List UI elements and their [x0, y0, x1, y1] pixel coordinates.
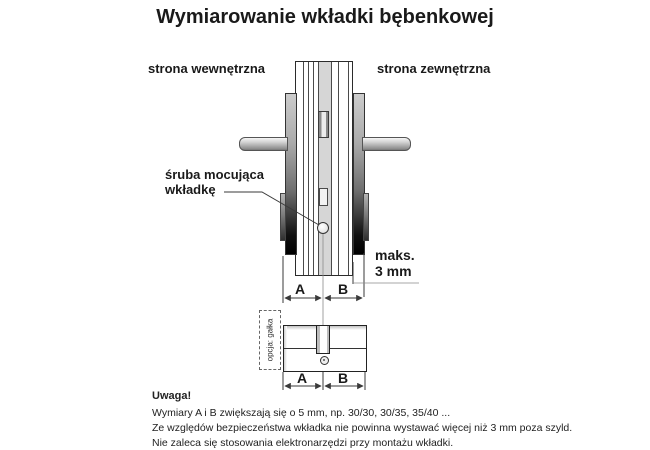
escutcheon-plate-left: [285, 93, 297, 255]
note-block: [152, 389, 572, 450]
door-layer-line: [308, 62, 309, 275]
note-line: Ze względów bezpieczeństwa wkładka nie powinna wystawać więcej niż 3 mm poza szyld.: [152, 422, 573, 434]
knob-option-box: [259, 310, 281, 370]
fixing-screw-label: [165, 167, 264, 197]
cam-notch-edge: [327, 326, 330, 353]
knob-option-label: opcja: gałka: [265, 318, 275, 362]
cam-notch: [316, 325, 330, 354]
door-layer-line: [313, 62, 314, 275]
fixing-screw-label-line2: wkładkę: [165, 182, 216, 197]
dimension-b-label: B: [337, 281, 349, 297]
inner-side-label: strona wewnętrzna: [148, 61, 266, 76]
dimension-a-label-lower: A: [296, 370, 308, 386]
door-layer-line: [338, 62, 339, 275]
door-layer-line: [348, 62, 349, 275]
dimension-b-label-lower: B: [337, 370, 349, 386]
cam-notch-edge: [317, 326, 320, 353]
note-line: Nie zaleca się stosowania elektronarzędzi przy montażu wkładki.: [152, 437, 454, 449]
cylinder-channel: [318, 62, 332, 275]
cylinder-protrusion-right: [363, 193, 369, 241]
fixing-screw-label-line1: śruba mocująca: [165, 167, 264, 182]
door-layer-line: [303, 62, 304, 275]
max-protrusion-label: [375, 247, 415, 279]
max-protrusion-line2: 3 mm: [375, 263, 412, 279]
handle-rod-left: [239, 137, 288, 151]
cam-slot-lower: [319, 188, 328, 206]
cam-slot-upper: [318, 111, 329, 138]
handle-rod-right: [362, 137, 411, 151]
fixing-screw: [317, 222, 329, 234]
max-protrusion-line1: maks.: [375, 247, 415, 263]
cylinder-protrusion-left: [280, 193, 286, 241]
note-line: Wymiary A i B zwiększają się o 5 mm, np. 30/30, 30/35, 35/40 ...: [152, 407, 451, 419]
door-cross-section: [295, 61, 353, 276]
page-title: Wymiarowanie wkładki bębenkowej: [156, 6, 494, 28]
outer-side-label: strona zewnętrzna: [377, 61, 491, 76]
dimension-a-label: A: [294, 281, 306, 297]
note-heading: Uwaga!: [152, 390, 192, 402]
fixing-screw-small: [320, 356, 329, 365]
